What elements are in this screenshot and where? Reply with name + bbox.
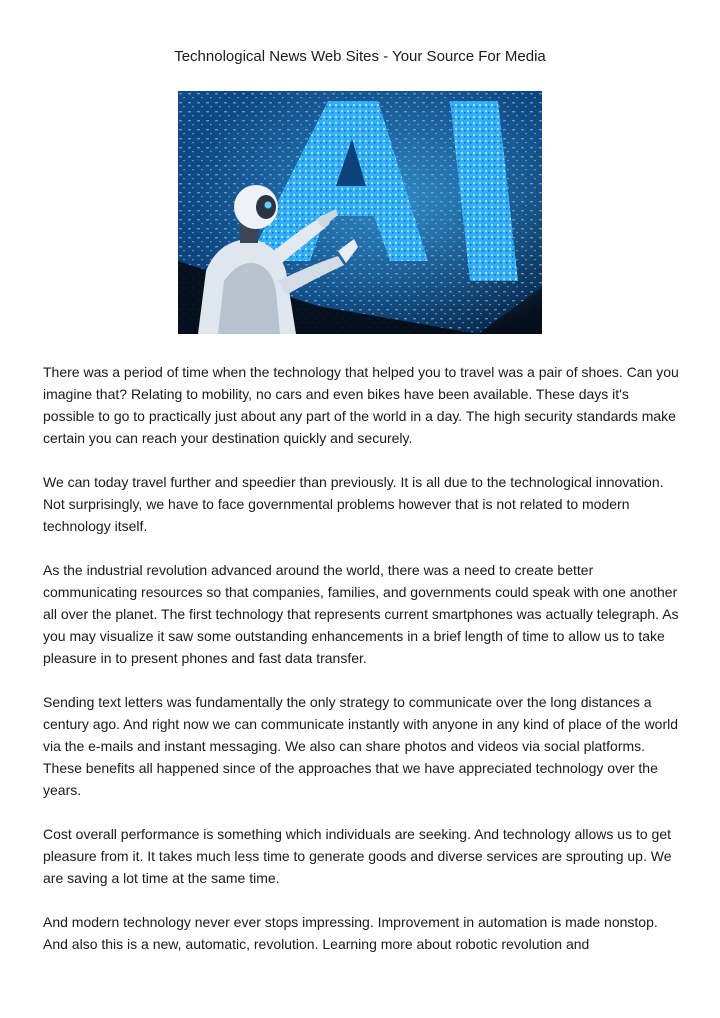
article-body [43,361,683,977]
paragraph: And modern technology never ever stops impressing. Improvement in automation is made nonstop. And also this is a new, automatic, revolution. Learning more about robotic revolution and [43,914,658,952]
paragraph: There was a period of time when the technology that helped you to travel was a pair of shoes. Can you imagine that? Relating to mobility, no cars and even bikes have been available. These days it's possible to go to practically just about any part of the world in a day. The high security standards make certain you can reach your destination quickly and securely. [43,364,679,446]
hero-image [178,91,542,334]
page-title: Technological News Web Sites - Your Source For Media [174,48,546,65]
paragraph: Cost overall performance is something which individuals are seeking. And technology allows us to get pleasure from it. It takes much less time to generate goods and diverse services are sprouting up. We are saving a lot time at the same time. [43,826,672,886]
paragraph: We can today travel further and speedier than previously. It is all due to the technological innovation. Not surprisingly, we have to face governmental problems however that is not related to modern technology itself. [43,474,664,534]
paragraph: Sending text letters was fundamentally the only strategy to communicate over the long distances a century ago. And right now we can communicate instantly with anyone in any kind of place of the world via the e-mails and instant messaging. We also can share photos and videos via social platforms. These benefits all happened since of the approaches that we have appreciated technology over the years. [43,694,679,798]
robot-touching-ai-screen-image [178,91,542,334]
paragraph: As the industrial revolution advanced around the world, there was a need to create better communicating resources so that companies, families, and governments could speak with one another all over the planet. The first technology that represents current smartphones was actually telegraph. As you may visualize it saw some outstanding enhancements in a brief length of time to allow us to take pleasure in to present phones and fast data transfer. [43,562,679,666]
